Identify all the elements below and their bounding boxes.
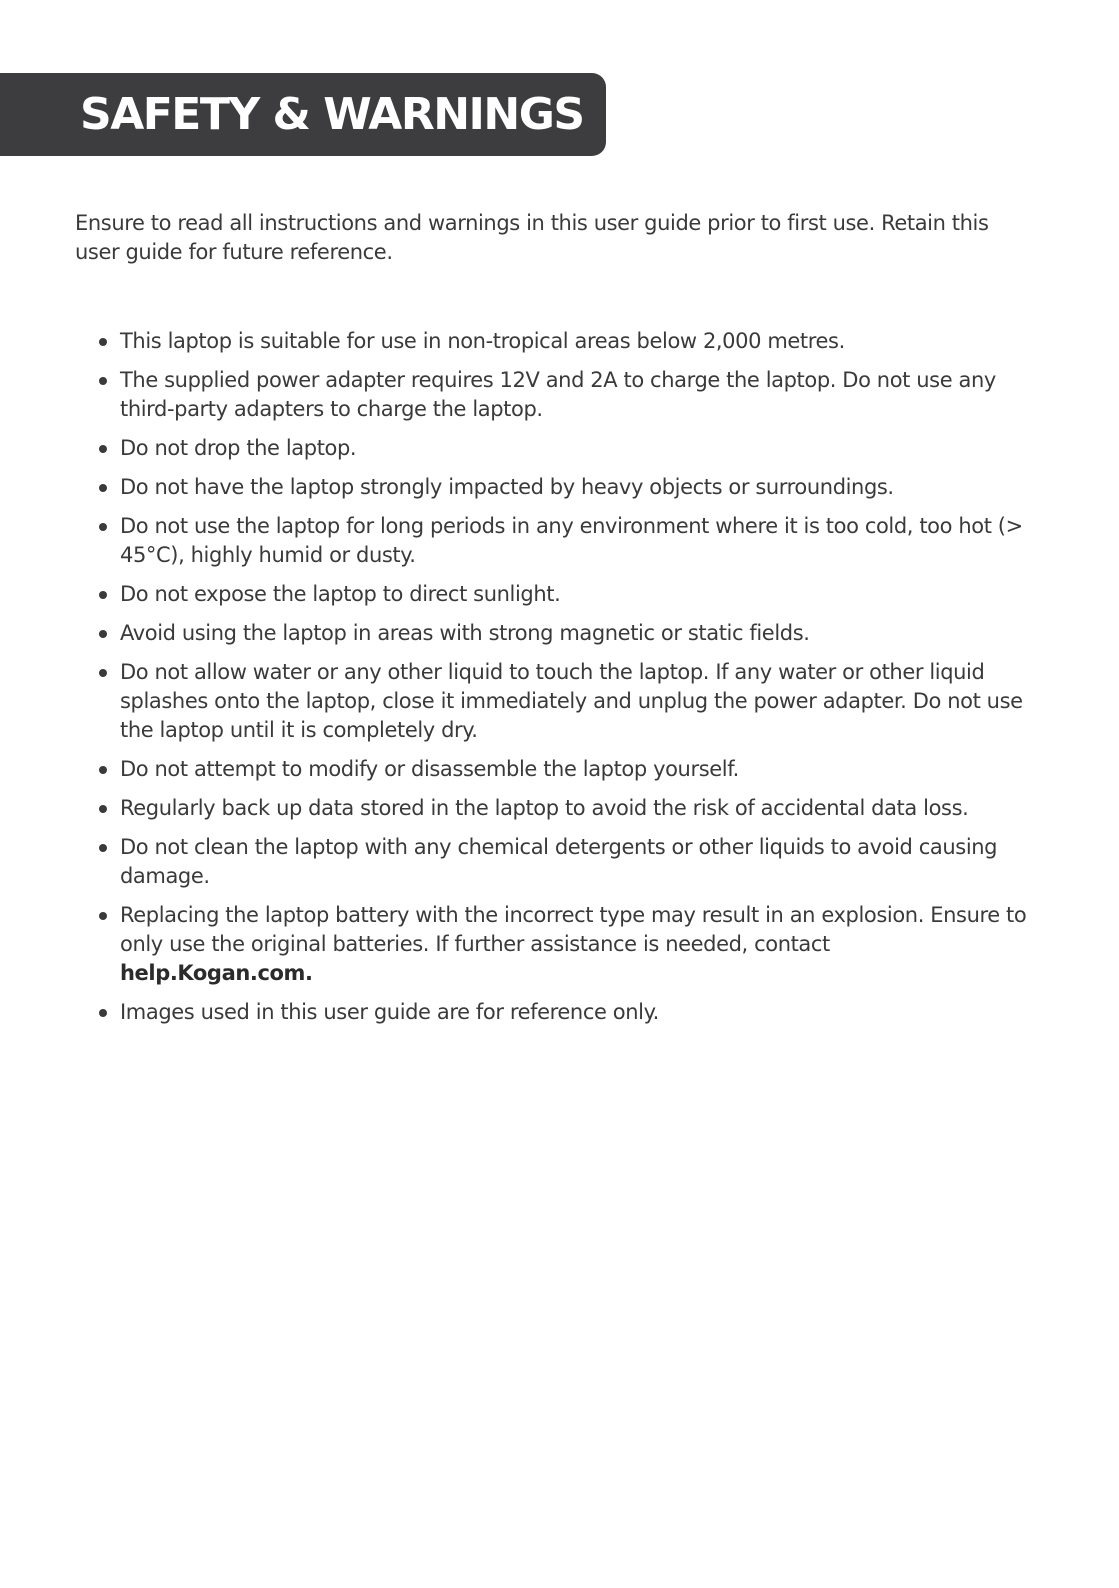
list-item <box>0 794 1032 823</box>
warning-text: Do not use the laptop for long periods in any environment where it is too cold, too hot (> 45°C), highly humid or dusty. <box>120 514 1023 567</box>
warning-text: Do not have the laptop strongly impacted by heavy objects or surroundings. <box>120 475 894 499</box>
warning-text: Do not allow water or any other liquid to touch the laptop. If any water or other liquid splashes onto the laptop, close it immediately and unplug the power adapter. Do not use the laptop until it is completely dry. <box>120 660 1023 742</box>
warning-text: The supplied power adapter requires 12V and 2A to charge the laptop. Do not use any third-party adapters to charge the laptop. <box>120 368 996 421</box>
list-item <box>0 366 1032 424</box>
bullet-icon <box>99 630 107 638</box>
warning-text: This laptop is suitable for use in non-tropical areas below 2,000 metres. <box>120 329 845 353</box>
list-item <box>0 901 1032 988</box>
list-item <box>0 833 1032 891</box>
bullet-icon <box>99 912 107 920</box>
list-item <box>0 327 1032 356</box>
bullet-icon <box>99 377 107 385</box>
list-item <box>0 434 1032 463</box>
list-item <box>0 619 1032 648</box>
warning-text: Do not expose the laptop to direct sunlight. <box>120 582 561 606</box>
warning-text: Do not attempt to modify or disassemble the laptop yourself. <box>120 757 739 781</box>
warning-text: Regularly back up data stored in the laptop to avoid the risk of accidental data loss. <box>120 796 969 820</box>
bullet-icon <box>99 844 107 852</box>
bullet-icon <box>99 338 107 346</box>
list-item <box>0 755 1032 784</box>
warning-text: Images used in this user guide are for reference only. <box>120 1000 659 1024</box>
bullet-icon <box>99 523 107 531</box>
bullet-icon <box>99 669 107 677</box>
list-item <box>0 658 1032 745</box>
list-item <box>0 998 1032 1027</box>
warning-text: Do not drop the laptop. <box>120 436 357 460</box>
bullet-icon <box>99 766 107 774</box>
warning-text: Avoid using the laptop in areas with strong magnetic or static fields. <box>120 621 810 645</box>
bullet-icon <box>99 445 107 453</box>
warning-text: Replacing the laptop battery with the incorrect type may result in an explosion. Ensure to only use the original batteries. If further assistance is needed, contact <box>120 903 1027 956</box>
warnings-list <box>0 327 1119 1037</box>
list-item <box>0 473 1032 502</box>
bullet-icon <box>99 484 107 492</box>
list-item <box>0 580 1032 609</box>
header-banner <box>0 73 606 156</box>
page-title: SAFETY & WARNINGS <box>80 89 584 140</box>
bullet-icon <box>99 591 107 599</box>
support-link[interactable]: help.Kogan.com. <box>120 961 313 985</box>
bullet-icon <box>99 805 107 813</box>
intro-paragraph: Ensure to read all instructions and warnings in this user guide prior to first use. Retain this user guide for future reference. <box>75 211 989 264</box>
bullet-icon <box>99 1009 107 1017</box>
warning-text: Do not clean the laptop with any chemical detergents or other liquids to avoid causing damage. <box>120 835 998 888</box>
list-item <box>0 512 1032 570</box>
